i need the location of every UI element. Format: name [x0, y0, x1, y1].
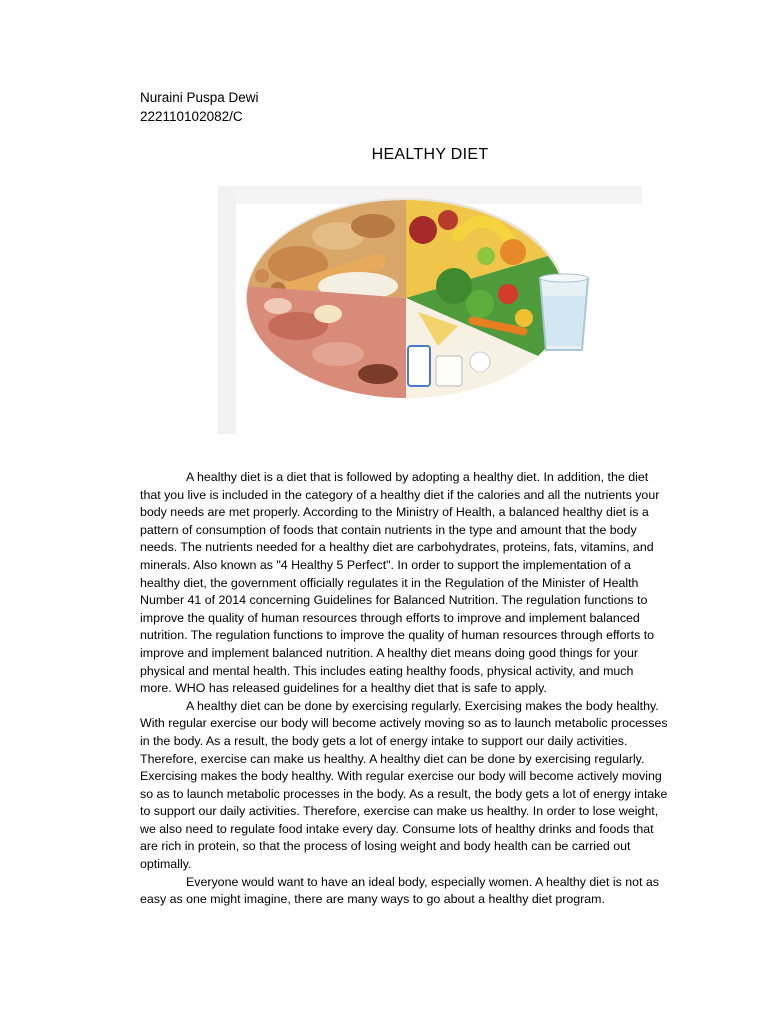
food-plate-image — [218, 186, 642, 434]
body-text — [140, 469, 668, 909]
paragraph-3: Everyone would want to have an ideal body, especially women. A healthy diet is not as easy as one might imagine, there are many ways to go about a healthy diet program. — [140, 874, 659, 907]
author-name: Nuraini Puspa Dewi — [140, 90, 259, 105]
author-block — [140, 88, 259, 126]
student-id: 222110102082/C — [140, 109, 243, 124]
document-title: HEALTHY DIET — [371, 146, 489, 163]
paragraph-2: A healthy diet can be done by exercising regularly. Exercising makes the body healthy. With regular exercise our body will become actively moving so as to launch metabolic processes in the body. As a result, the body gets a lot of energy intake to support our daily activities. Therefore, exercise can make us healthy. A healthy diet can be done by exercising regularly. Exercising makes the body healthy. With regular exercise our body will become actively moving so as to launch metabolic processes in the body. As a result, the body gets a lot of energy intake to support our daily activities. Therefore, exercise can make us healthy. In order to lose weight, we also need to regulate food intake every day. Consume lots of healthy drinks and foods that are rich in protein, so that the process of losing weight and body health can be carried out optimally. — [140, 698, 668, 872]
water-glass-icon — [540, 274, 588, 350]
paragraph-1: A healthy diet is a diet that is followed by adopting a healthy diet. In addition, the diet that you live is included in the category of a healthy diet if the calories and all the nutrients your body needs are met properly. According to the Ministry of Health, a balanced healthy diet is a pattern of consumption of foods that contain nutrients in the type and amount that the body needs. The nutrients needed for a healthy diet are carbohydrates, proteins, fats, vitamins, and minerals. Also known as "4 Healthy 5 Perfect". In order to support the implementation of a healthy diet, the government officially regulates it in the Regulation of the Minister of Health Number 41 of 2014 concerning Guidelines for Balanced Nutrition. The regulation functions to improve the quality of human resources through efforts to improve and implement balanced nutrition. The regulation functions to improve the quality of human resources through efforts to improve and implement balanced nutrition. A healthy diet means doing good things for your physical and mental health. This includes eating healthy foods, physical activity, and much more. WHO has released guidelines for a healthy diet that is safe to apply. — [140, 470, 660, 696]
